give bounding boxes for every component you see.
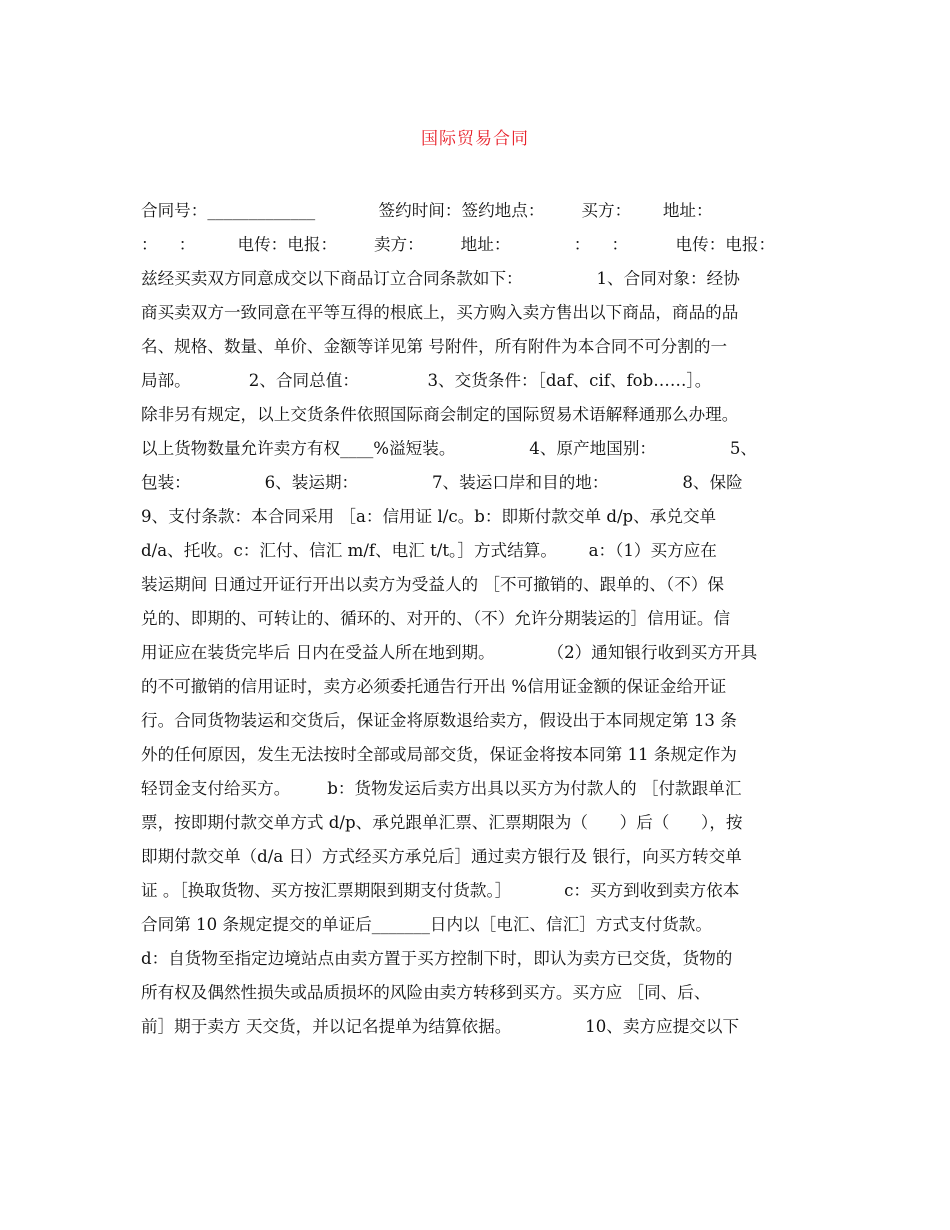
body-line-15: 的不可撤销的信用证时，卖方必须委托通告行开出 %信用证金额的保证金给开证 <box>141 677 727 696</box>
body-line-17: 外的任何原因，发生无法按时全部或局部交货，保证金将按本同第 11 条规定作为 <box>141 745 737 764</box>
body-line-8: 以上货物数量允许卖方有权____%溢短装。 4、原产地国别： 5、 <box>141 439 758 458</box>
body-line-12: 装运期间 日通过开证行开出以卖方为受益人的 ［不可撤销的、跟单的、（不）保 <box>141 575 725 594</box>
body-line-7: 除非另有规定，以上交货条件依照国际商会制定的国际贸易术语解释通那么办理。 <box>141 405 739 424</box>
body-line-20: 即期付款交单（d/a 日）方式经买方承兑后］通过卖方银行及 银行，向买方转交单 <box>141 847 742 866</box>
body-line-10: 9、支付条款：本合同采用 ［a：信用证 l/c。b：即斯付款交单 d/p、承兑交单 <box>141 507 717 526</box>
body-line-11: d/a、托收。c：汇付、信汇 m/f、电汇 t/t。］方式结算。 a：（1）买方应在 <box>141 541 717 560</box>
body-line-25: 前］期于卖方 天交货，并以记名提单为结算依据。 10、卖方应提交以下 <box>141 1017 740 1036</box>
body-line-3: 兹经买卖双方同意成交以下商品订立合同条款如下： 1、合同对象：经协 <box>141 269 740 288</box>
body-line-1: 合同号：_____________ 签约时间：签约地点： 买方： 地址： <box>141 201 713 220</box>
body-line-2: ： ： 电传：电报： 卖方： 地址： ： ： 电传：电报： <box>141 235 776 254</box>
body-line-13: 兑的、即期的、可转让的、循环的、对开的、（不）允许分期装运的］信用证。信 <box>141 609 731 628</box>
body-line-21: 证 。［换取货物、买方按汇票期限到期支付货款。］ c：买方到收到卖方依本 <box>141 881 740 900</box>
body-line-4: 商买卖双方一致同意在平等互得的根底上，买方购入卖方售出以下商品，商品的品 <box>141 303 739 322</box>
body-line-6: 局部。 2、合同总值： 3、交货条件：［daf、cif、fob……］。 <box>141 371 712 390</box>
body-line-23: d：自货物至指定边境站点由卖方置于买方控制下时，即认为卖方已交货，货物的 <box>141 949 733 968</box>
body-line-16: 行。合同货物装运和交货后，保证金将原数退给卖方，假设出于本同规定第 13 条 <box>141 711 737 730</box>
body-line-9: 包装： 6、装运期： 7、装运口岸和目的地： 8、保险 <box>141 473 743 492</box>
body-line-22: 合同第 10 条规定提交的单证后_______日内以［电汇、信汇］方式支付货款。 <box>141 915 712 934</box>
body-line-5: 名、规格、数量、单价、金额等详见第 号附件，所有附件为本合同不可分割的一 <box>141 337 728 356</box>
body-line-19: 票，按即期付款交单方式 d/p、承兑跟单汇票、汇票期限为（ ）后（ ），按 <box>141 813 743 832</box>
body-line-18: 轻罚金支付给买方。 b：货物发运后卖方出具以买方为付款人的 ［付款跟单汇 <box>141 779 742 798</box>
contract-body <box>141 194 813 1044</box>
document-title: 国际贸易合同 <box>421 129 529 149</box>
body-line-14: 用证应在装货完毕后 日内在受益人所在地到期。 （2）通知银行收到买方开具 <box>141 643 758 662</box>
body-line-24: 所有权及偶然性损失或品质损坏的风险由卖方转移到买方。买方应 ［同、后、 <box>141 983 711 1002</box>
